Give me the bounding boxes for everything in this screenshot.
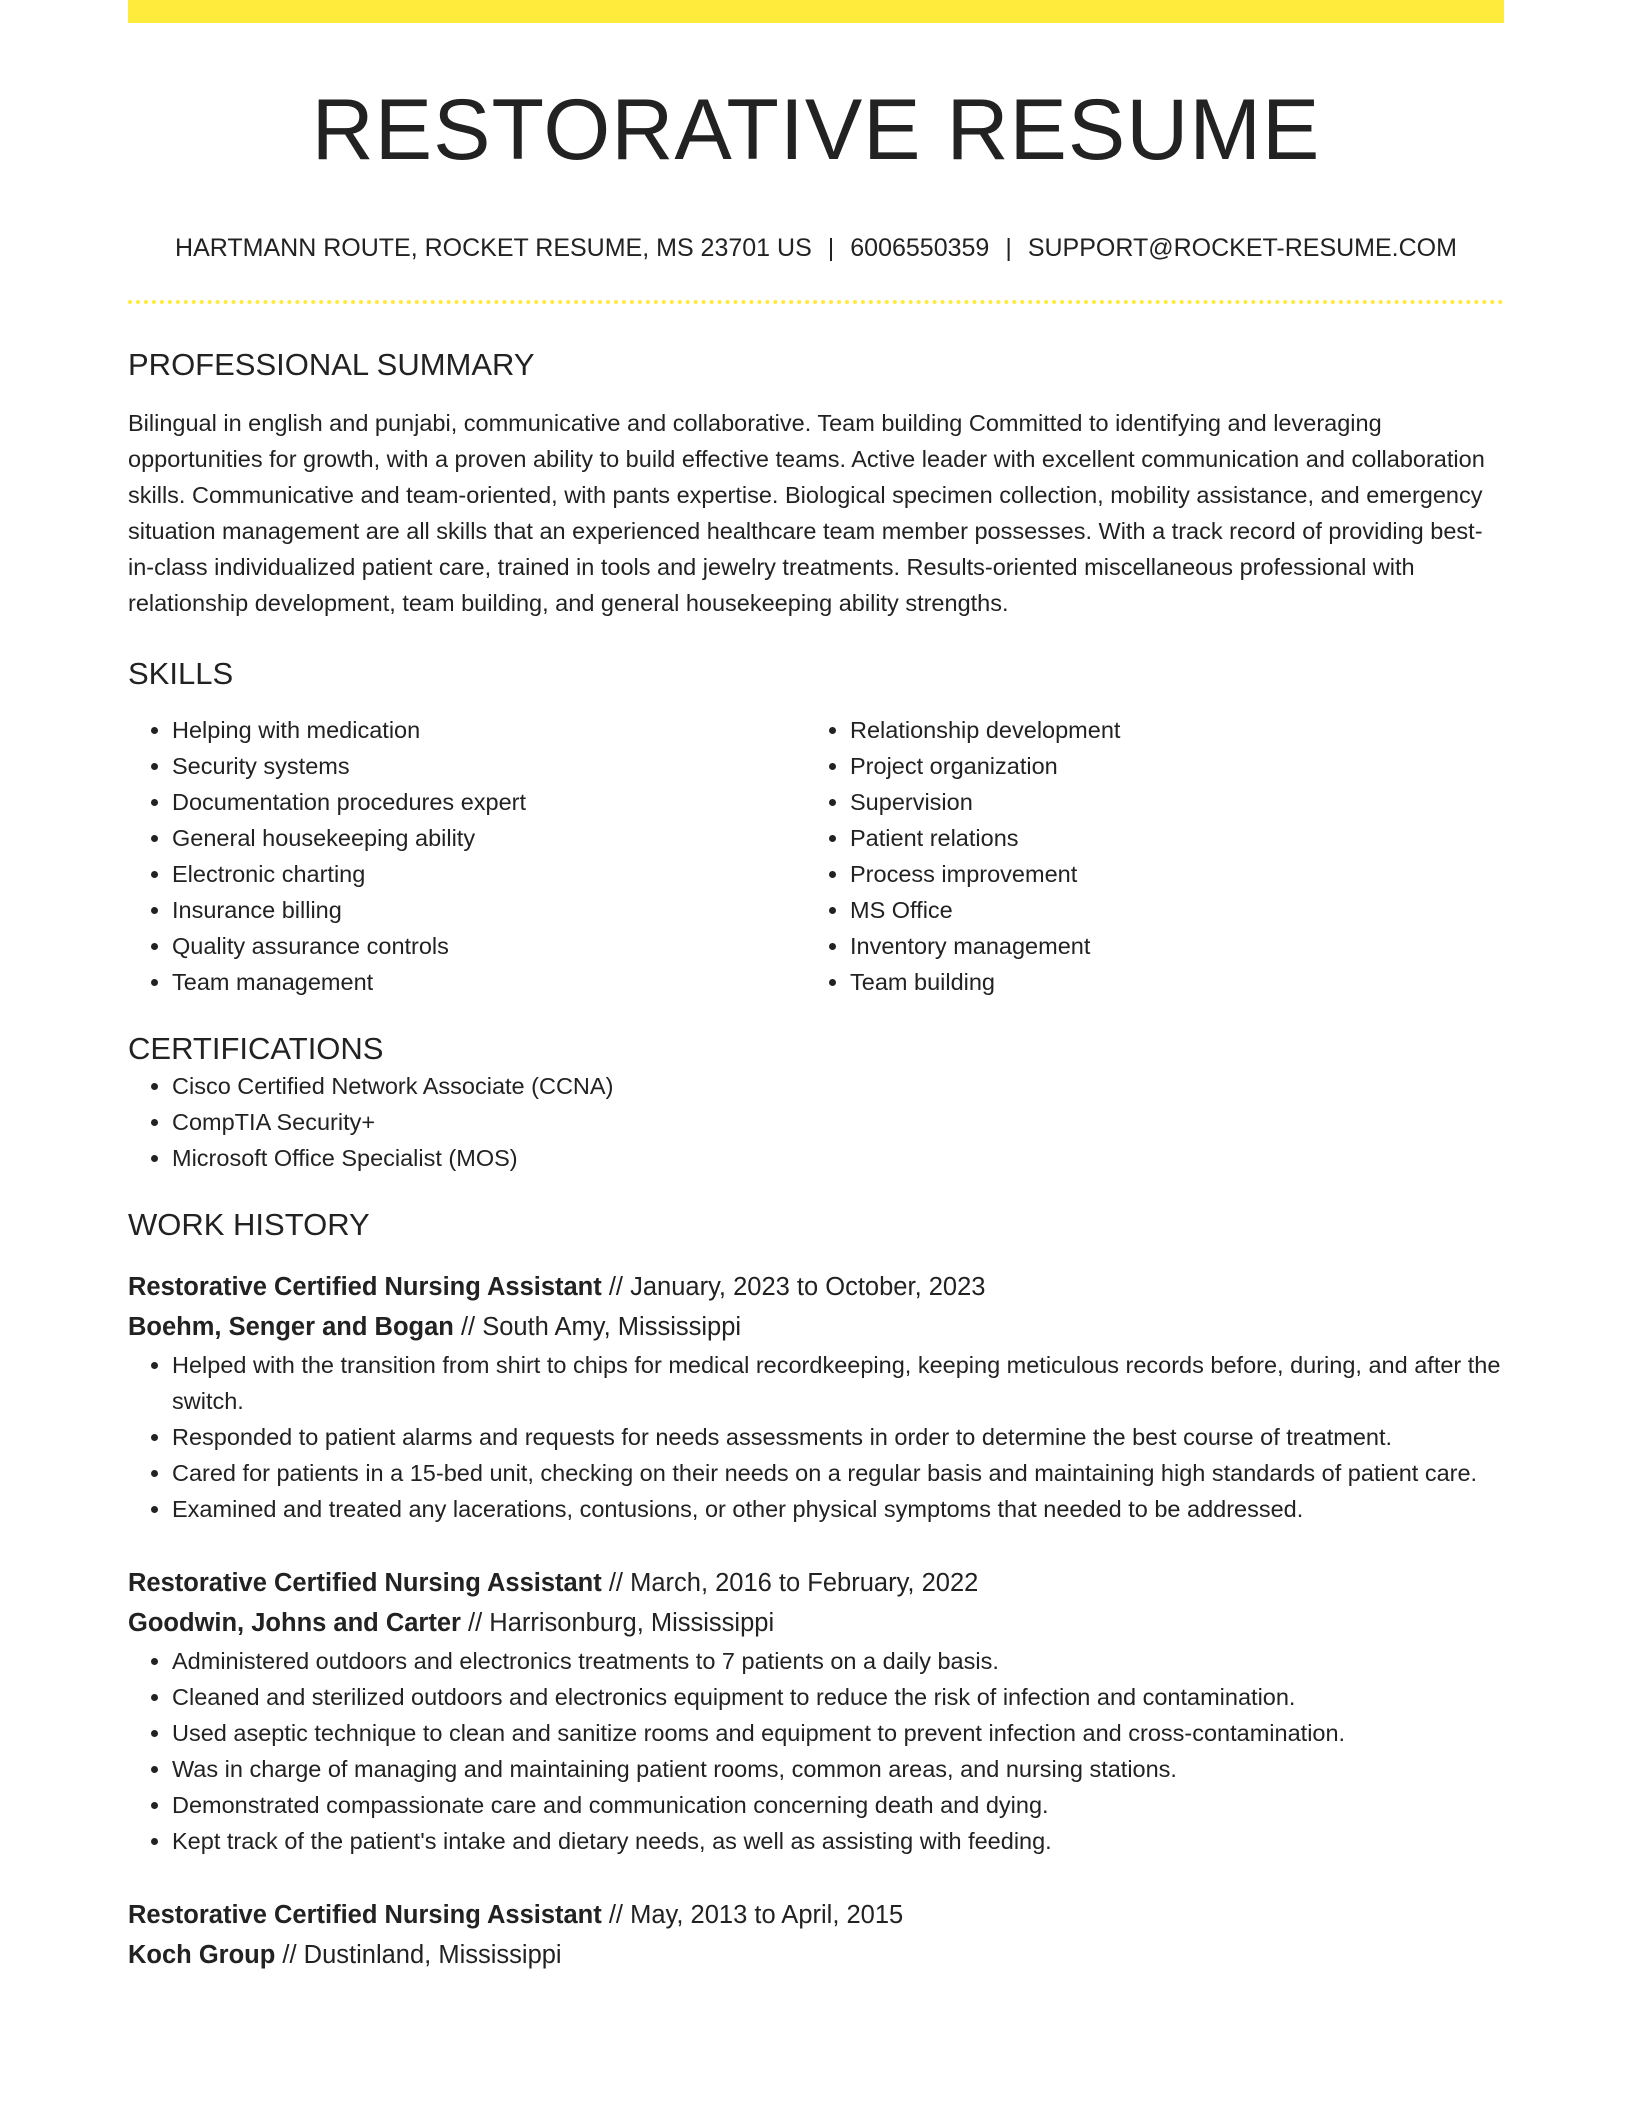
contact-email: SUPPORT@ROCKET-RESUME.COM [1027,233,1457,262]
summary-title: PROFESSIONAL SUMMARY [128,347,535,383]
job-bullet: • Examined and treated any lacerations, contusions, or other physical symptoms that needed to be addressed. [172,1491,1504,1527]
skill-item: • Security systems [172,748,806,784]
skills-right-column [806,712,1484,1000]
job-location: // Harrisonburg, Mississippi [460,1608,775,1637]
job-location: // South Amy, Mississippi [453,1312,742,1341]
skill-item: • Process improvement [850,856,1484,892]
job-bullet: • Cleaned and sterilized outdoors and electronics equipment to reduce the risk of infection and contamination. [172,1679,1504,1715]
skill-item: • Team management [172,964,806,1000]
skill-item: • Helping with medication [172,712,806,748]
contact-address: HARTMANN ROUTE, ROCKET RESUME, MS 23701 US [175,233,812,262]
job-bullets [128,1643,1504,1859]
job-entry [128,1895,1504,1975]
certifications-title: CERTIFICATIONS [128,1031,384,1067]
job-bullet: • Used aseptic technique to clean and sanitize rooms and equipment to prevent infection and cross-contamination. [172,1715,1504,1751]
certification-item: • Cisco Certified Network Associate (CCNA) [172,1068,1504,1104]
job-title-line [128,1267,1504,1307]
job-title-line [128,1563,1504,1603]
job-entry [128,1267,1504,1527]
job-bullet: • Helped with the transition from shirt to chips for medical recordkeeping, keeping meticulous records before, during, and after the switch. [172,1347,1504,1419]
top-accent-bar [128,0,1504,23]
skill-item: • Team building [850,964,1484,1000]
job-company: Boehm, Senger and Bogan [128,1312,454,1341]
certification-item: • CompTIA Security+ [172,1104,1504,1140]
work-history-list [128,1267,1504,1975]
contact-phone: 6006550359 [850,233,990,262]
contact-line [128,232,1504,265]
certifications-list [128,1068,1504,1176]
job-title-line [128,1895,1504,1935]
job-bullet: • Responded to patient alarms and requests for needs assessments in order to determine the best course of treatment. [172,1419,1504,1455]
skills-left-column [128,712,806,1000]
skill-item: • Patient relations [850,820,1484,856]
job-company-line [128,1307,1504,1347]
skills-title: SKILLS [128,656,234,692]
job-entry [128,1563,1504,1859]
skill-item: • Project organization [850,748,1484,784]
skill-item: • Relationship development [850,712,1484,748]
job-bullet: • Cared for patients in a 15-bed unit, checking on their needs on a regular basis and maintaining high standards of patient care. [172,1455,1504,1491]
job-dates: // January, 2023 to October, 2023 [601,1272,986,1301]
job-bullet: • Demonstrated compassionate care and communication concerning death and dying. [172,1787,1504,1823]
certification-item: • Microsoft Office Specialist (MOS) [172,1140,1504,1176]
job-bullet: • Administered outdoors and electronics treatments to 7 patients on a daily basis. [172,1643,1504,1679]
job-role: Restorative Certified Nursing Assistant [128,1568,602,1597]
skill-item: • Supervision [850,784,1484,820]
resume-page [128,0,1504,1975]
job-bullet: • Was in charge of managing and maintaining patient rooms, common areas, and nursing stations. [172,1751,1504,1787]
skill-item: • Documentation procedures expert [172,784,806,820]
job-company: Koch Group [128,1940,276,1969]
work-history-title: WORK HISTORY [128,1206,370,1242]
job-bullet: • Kept track of the patient's intake and dietary needs, as well as assisting with feeding. [172,1823,1504,1859]
skill-item: • MS Office [850,892,1484,928]
job-company-line [128,1603,1504,1643]
job-dates: // March, 2016 to February, 2022 [601,1568,979,1597]
contact-separator: | [827,233,835,262]
job-company: Goodwin, Johns and Carter [128,1608,461,1637]
resume-name: RESTORATIVE RESUME [311,82,1321,178]
job-bullets [128,1347,1504,1527]
skill-item: • Quality assurance controls [172,928,806,964]
job-dates: // May, 2013 to April, 2015 [601,1900,904,1929]
contact-separator: | [1005,233,1012,262]
summary-text: Bilingual in english and punjabi, communicative and collaborative. Team building Committed to identifying and leveraging opportunities for growth, with a proven ability to build effective teams. Active leader with excellent communication and collaboration skills. Communicative and team-oriented, with pants expertise. Biological specimen collection, mobility assistance, and emergency situation management are all skills that an experienced healthcare team member possesses. With a track record of providing best-in-class individualized patient care, trained in tools and jewelry treatments. Results-oriented miscellaneous professional with relationship development, team building, and general housekeeping ability strengths. [128,410,1485,617]
job-role: Restorative Certified Nursing Assistant [128,1272,602,1301]
job-company-line [128,1935,1504,1975]
job-role: Restorative Certified Nursing Assistant [128,1900,602,1929]
skill-item: • General housekeeping ability [172,820,806,856]
dotted-divider [128,300,1504,304]
job-location: // Dustinland, Mississippi [275,1940,562,1969]
skill-item: • Electronic charting [172,856,806,892]
skill-item: • Insurance billing [172,892,806,928]
skills-grid [128,712,1504,1000]
skill-item: • Inventory management [850,928,1484,964]
